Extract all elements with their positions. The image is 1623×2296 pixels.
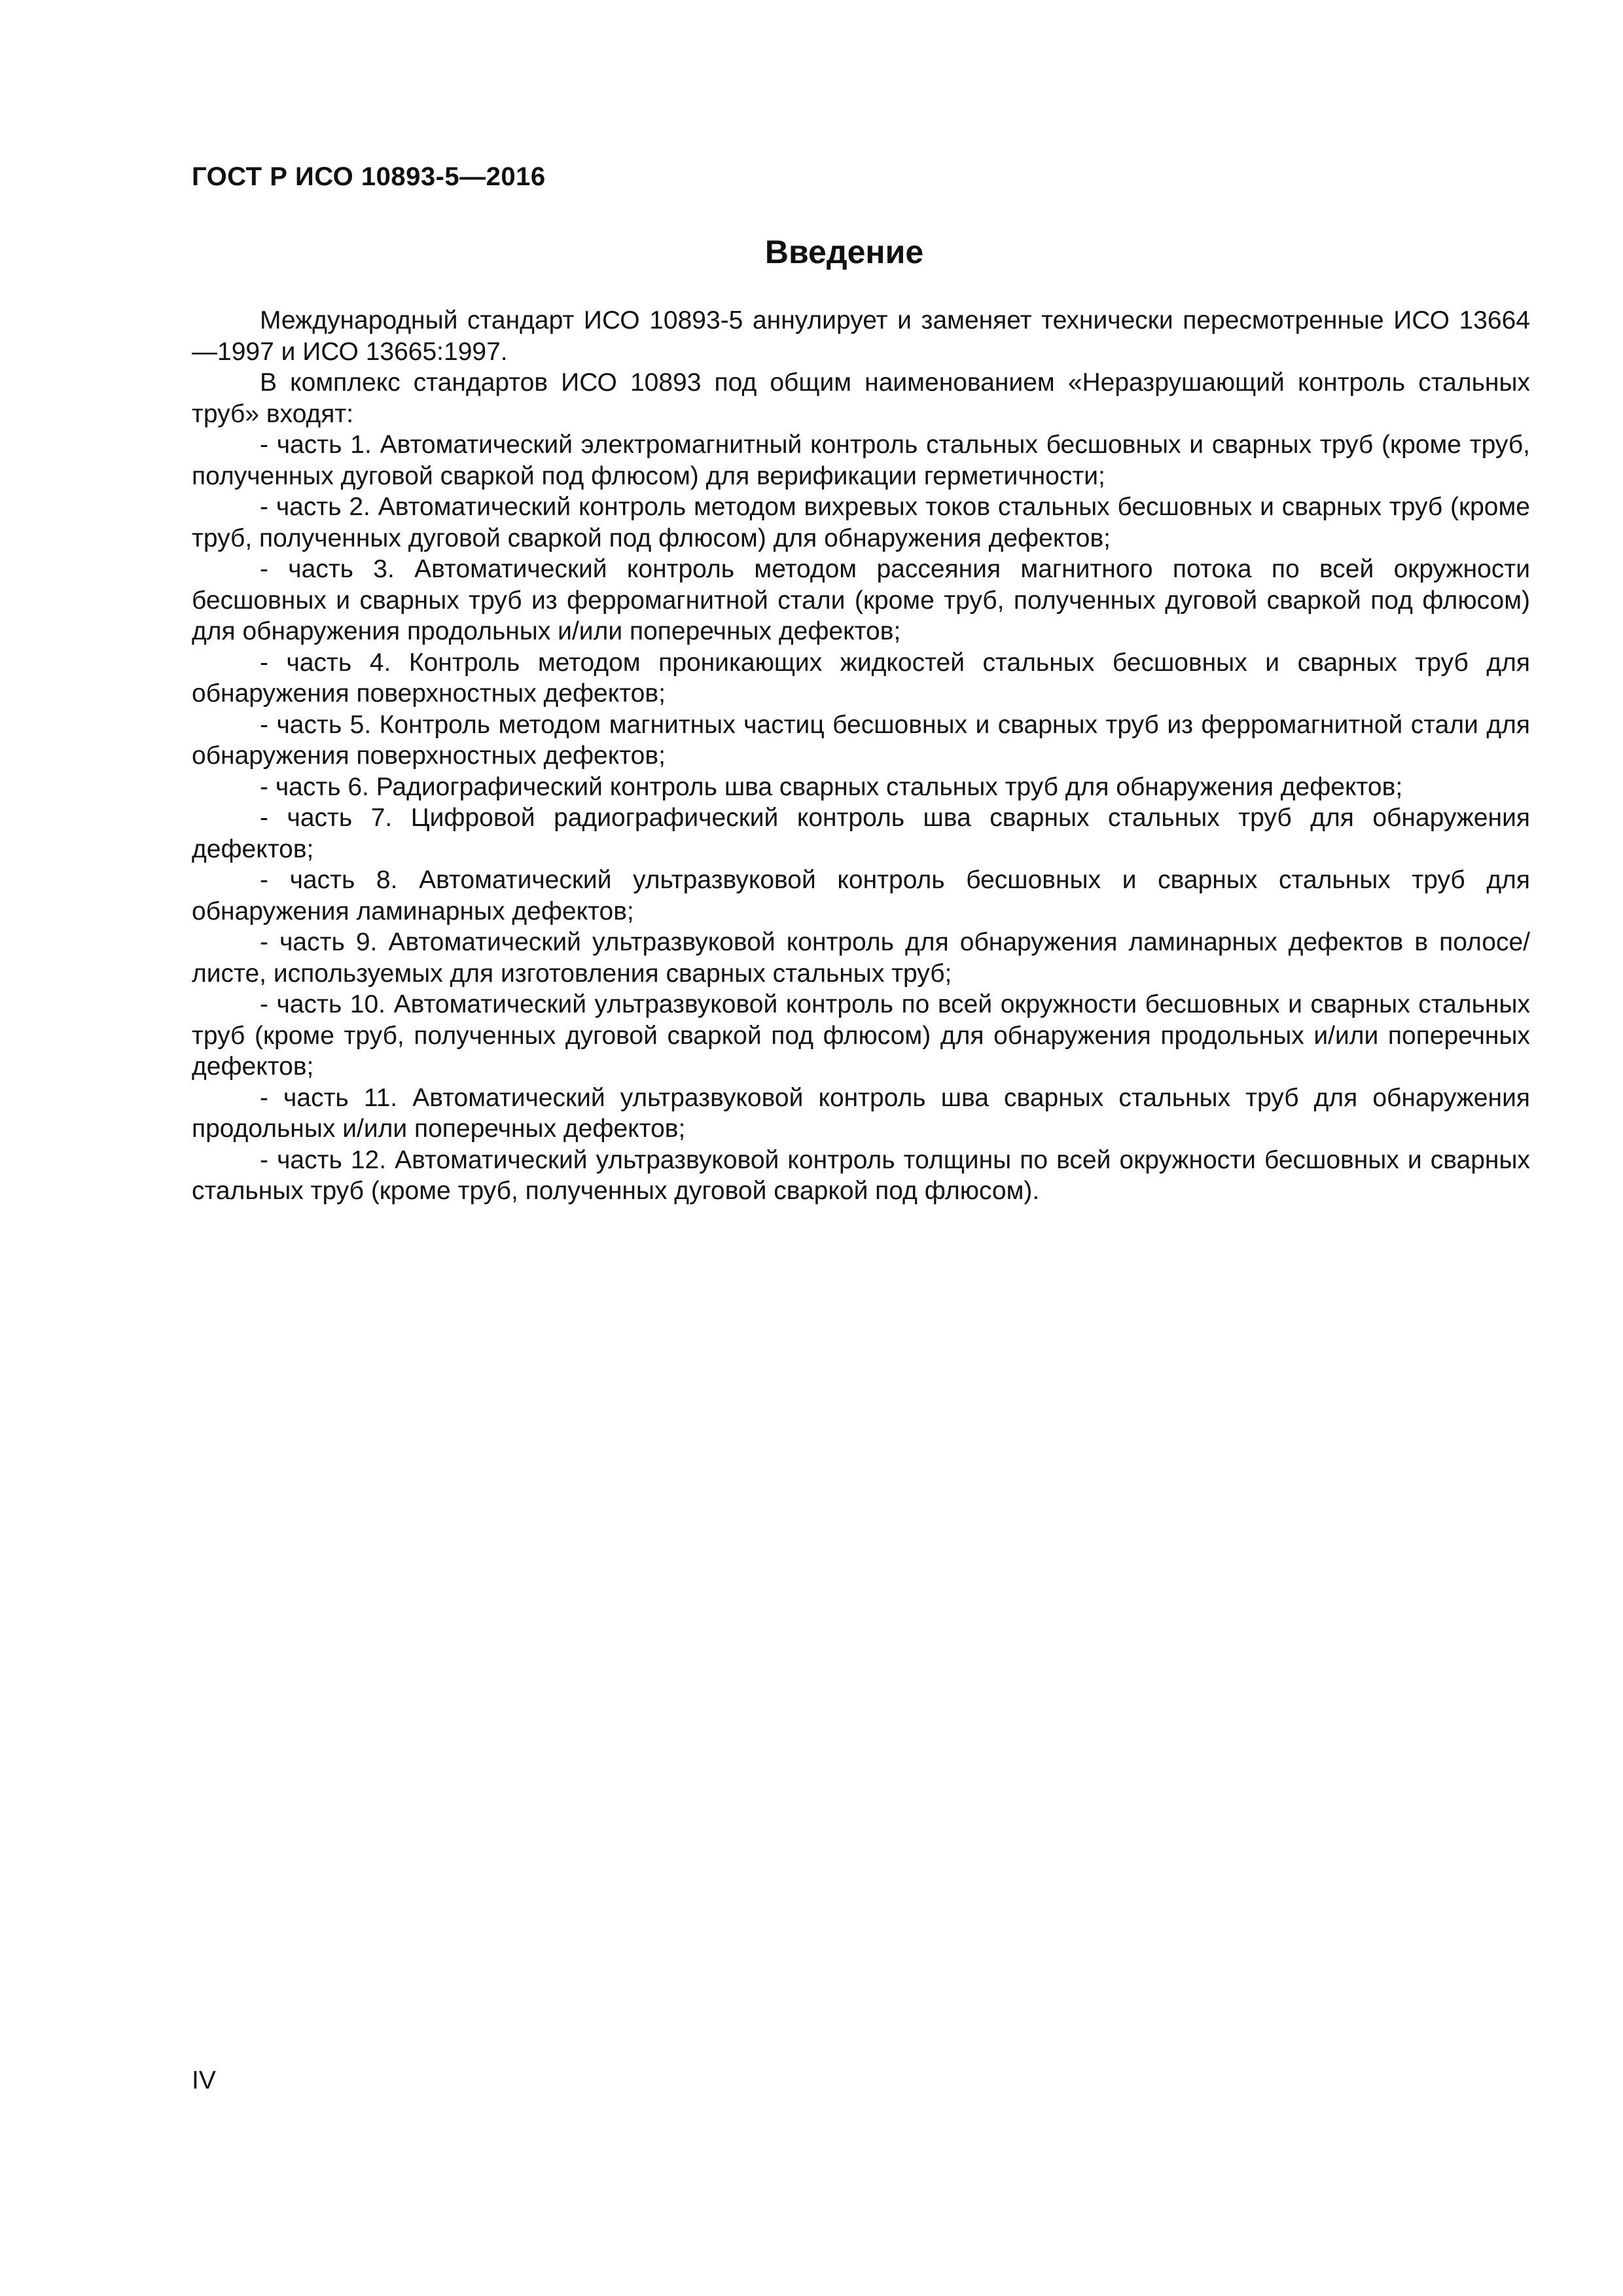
list-item-part-8: - часть 8. Автоматический ультразвуковой контроль бесшовных и сварных стальных труб для обнаружения ламинарных дефектов; — [192, 866, 1530, 925]
intro-paragraph: Международный стандарт ИСО 10893-5 аннулирует и заменяет технически пересмотренные ИСО 13664—1997 и ИСО 13665:1997. — [192, 306, 1530, 366]
introduction-body — [192, 305, 1530, 1207]
list-item-part-4: - часть 4. Контроль методом проникающих жидкостей стальных бесшовных и сварных труб для обнаружения поверхностных дефектов; — [192, 648, 1530, 708]
list-item-part-5: - часть 5. Контроль методом магнитных частиц бесшовных и сварных труб из ферромагнитной стали для обнаружения поверхностных дефектов; — [192, 710, 1530, 770]
list-item-part-3: - часть 3. Автоматический контроль методом рассеяния магнитного потока по всей окружности бесшовных и сварных труб из ферромагнитной стали (кроме труб, полученных дуговой сваркой под флюсом) для обнаружения продольных и/или поперечных дефектов; — [192, 555, 1530, 645]
list-item-part-11: - часть 11. Автоматический ультразвуковой контроль шва сварных стальных труб для обнаружения продольных и/или поперечных дефектов; — [192, 1083, 1530, 1143]
intro-paragraph: В комплекс стандартов ИСО 10893 под общим наименованием «Неразрушающий контроль стальных труб» входят: — [192, 368, 1530, 428]
document-code-header: ГОСТ Р ИСО 10893-5—2016 — [192, 162, 546, 191]
list-item-part-7: - часть 7. Цифровой радиографический контроль шва сварных стальных труб для обнаружения дефектов; — [192, 804, 1530, 863]
list-item-part-6: - часть 6. Радиографический контроль шва сварных стальных труб для обнаружения дефектов; — [260, 772, 1403, 801]
section-title: Введение — [764, 234, 924, 270]
list-item-part-1: - часть 1. Автоматический электромагнитный контроль стальных бесшовных и сварных труб (кроме труб, полученных дуговой сваркой под флюсом) для верификации герметичности; — [192, 431, 1530, 490]
list-item-part-9: - часть 9. Автоматический ультразвуковой контроль для обнаружения ламинарных дефектов в полосе/листе, используемых для изготовления сварных стальных труб; — [192, 928, 1530, 988]
page-number: IV — [192, 2066, 216, 2094]
list-item-part-2: - часть 2. Автоматический контроль методом вихревых токов стальных бесшовных и сварных труб (кроме труб, полученных дуговой сваркой под флюсом) для обнаружения дефектов; — [192, 493, 1530, 552]
list-item-part-12: - часть 12. Автоматический ультразвуковой контроль толщины по всей окружности бесшовных и сварных стальных труб (кроме труб, полученных дуговой сваркой под флюсом). — [192, 1145, 1530, 1205]
list-item-part-10: - часть 10. Автоматический ультразвуковой контроль по всей окружности бесшовных и сварных стальных труб (кроме труб, полученных дуговой сваркой под флюсом) для обнаружения продольных и/или поперечных дефектов; — [192, 990, 1530, 1081]
